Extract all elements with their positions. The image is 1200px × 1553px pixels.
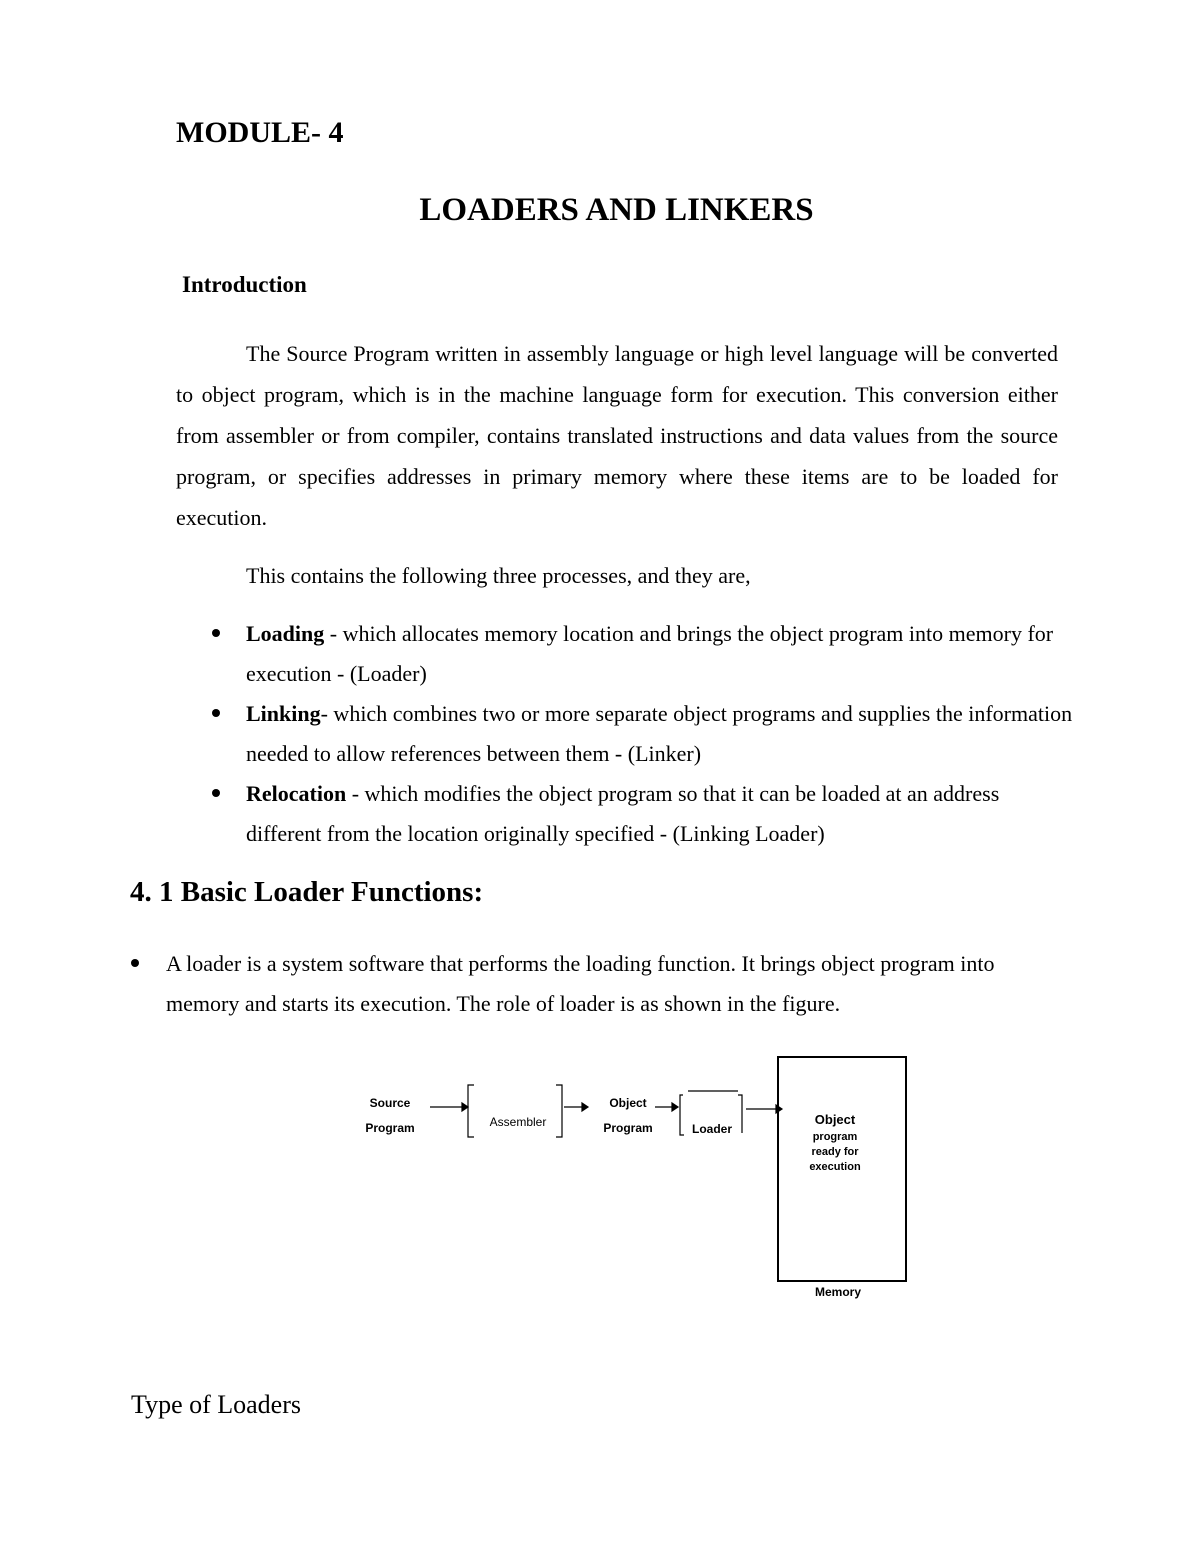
source-label-line1: Source <box>369 1096 411 1110</box>
section-bullet-list <box>166 944 1066 1024</box>
assembler-box-right <box>556 1085 562 1137</box>
bullet-icon <box>212 789 220 797</box>
types-of-loaders-heading: Type of Loaders <box>131 1390 302 1419</box>
bullet-icon <box>131 959 139 967</box>
list-item <box>246 774 1076 854</box>
loader-role-diagram <box>350 1025 950 1315</box>
process-description: - which combines two or more separate object programs and supplies the information needed to allow references between them - (Linker) <box>246 701 1073 766</box>
processes-list <box>246 614 1076 854</box>
process-term: Loading <box>246 621 325 646</box>
introduction-paragraph: The Source Program written in assembly language or high level language will be converted to object program, which is in the machine language form for execution. This conversion either from assembler or from compiler, contains translated instructions and data values from the source program, or specifies addresses in primary memory where these items are to be loaded for execution. <box>176 341 1058 530</box>
loader-box-left <box>680 1095 684 1135</box>
page-title: LOADERS AND LINKERS <box>419 192 814 228</box>
process-term: Relocation <box>246 781 347 806</box>
list-item <box>246 694 1076 774</box>
process-description: - which modifies the object program so that it can be loaded at an address different from the location originally specified - (Linking Loader) <box>246 781 1000 846</box>
loader-box-right <box>738 1095 742 1133</box>
bullet-text: A loader is a system software that performs the loading function. It brings object program into memory and starts its execution. The role of loader is as shown in the figure. <box>166 951 995 1016</box>
arrow-head <box>582 1103 588 1111</box>
processes-lead-text: This contains the following three processes, and they are, <box>246 563 751 588</box>
bullet-icon <box>212 709 220 717</box>
bullet-icon <box>212 629 220 637</box>
arrow-head <box>672 1103 678 1111</box>
object-label-line1: Object <box>609 1096 647 1110</box>
memory-text-line1: Object <box>814 1112 856 1127</box>
arrow-head <box>462 1103 468 1111</box>
memory-label: Memory <box>814 1285 862 1299</box>
introduction-heading: Introduction <box>182 272 307 297</box>
list-item <box>246 614 1076 694</box>
memory-text-line3: ready for <box>811 1146 859 1158</box>
process-term: Linking <box>246 701 321 726</box>
memory-text-line4: execution <box>809 1161 861 1173</box>
memory-text-line2: program <box>812 1131 858 1143</box>
loader-label: Loader <box>691 1122 733 1136</box>
list-item <box>166 944 1066 1024</box>
assembler-label: Assembler <box>489 1115 547 1129</box>
assembler-box-left <box>468 1085 474 1137</box>
section-heading: 4. 1 Basic Loader Functions: <box>130 876 484 908</box>
process-description: - which allocates memory location and brings the object program into memory for execution - (Loader) <box>246 621 1054 686</box>
module-title: MODULE- 4 <box>176 116 344 149</box>
source-label-line2: Program <box>365 1121 415 1135</box>
object-label-line2: Program <box>603 1121 653 1135</box>
